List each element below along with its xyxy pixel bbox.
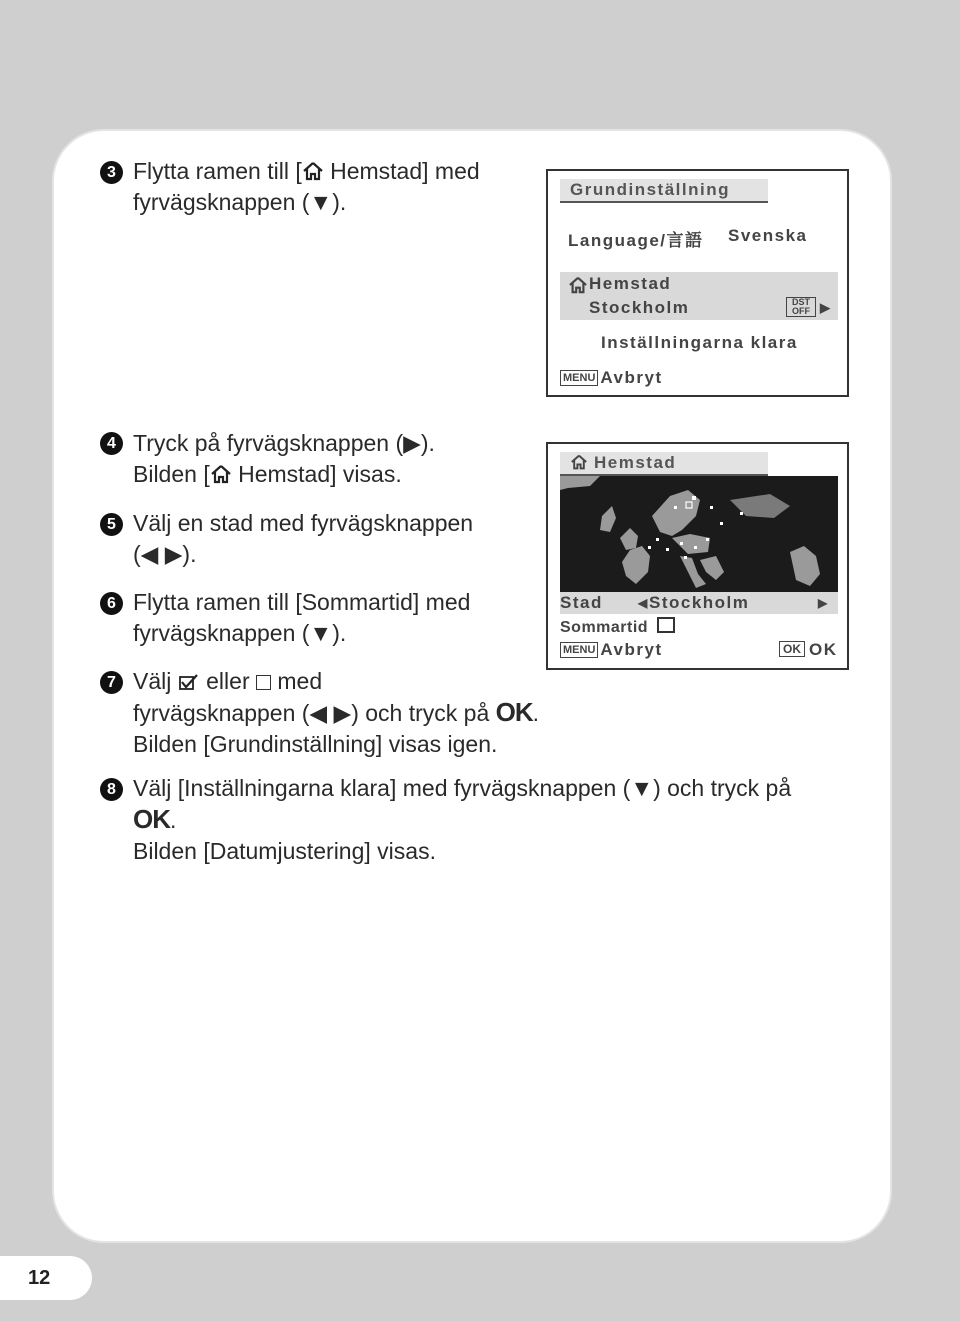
cancel-label: Avbryt <box>600 640 663 659</box>
hometown-tab-label: Hemstad <box>594 453 677 472</box>
cancel-row[interactable] <box>560 368 663 388</box>
ok-label: OK <box>809 640 838 659</box>
arrow-left-icon[interactable]: ◀ <box>638 596 649 610</box>
hometown-screen <box>546 442 849 670</box>
ok-button-symbol: OK <box>495 697 533 727</box>
home-icon <box>568 276 588 294</box>
step-8-period: . <box>170 807 177 833</box>
dst-label: DST <box>792 297 810 307</box>
page-number: 12 <box>0 1256 92 1300</box>
step-7-text <box>133 666 539 760</box>
dst-label: Sommartid <box>560 619 649 636</box>
step-number-3: 3 <box>100 161 123 184</box>
step-number-8: 8 <box>100 778 123 801</box>
home-icon <box>210 464 232 484</box>
step-7-line3: Bilden [Grundinställning] visas igen. <box>133 731 498 757</box>
step-6-line2: fyrvägsknappen (▼). <box>133 620 347 646</box>
step-8-line1: Välj [Inställningarna klara] med fyrvägsknappen (▼) och tryck på <box>133 775 792 801</box>
checkbox-empty-icon <box>256 675 271 690</box>
menu-button-icon: MENU <box>560 642 598 658</box>
arrow-right-icon: ▶ <box>820 300 832 315</box>
menu-button-icon: MENU <box>560 370 598 386</box>
step-3-line2: fyrvägsknappen (▼). <box>133 189 347 215</box>
step-number-7: 7 <box>100 671 123 694</box>
step-5-line2: (◀ ▶). <box>133 541 197 567</box>
arrow-right-icon[interactable]: ▶ <box>818 596 829 610</box>
step-7-period: . <box>532 700 540 726</box>
step-number-5: 5 <box>100 513 123 536</box>
language-label: Language/言語 <box>568 231 704 250</box>
step-3-line1a: Flytta ramen till [ <box>133 158 302 184</box>
cancel-label: Avbryt <box>600 368 663 387</box>
ok-button-icon: OK <box>779 641 805 657</box>
home-city: Stockholm <box>589 298 690 317</box>
step-5-text <box>133 508 473 570</box>
screen-tab-title <box>560 452 768 476</box>
step-4-line2b: Hemstad] visas. <box>231 461 402 487</box>
step-7-line1c: med <box>271 668 323 694</box>
home-icon <box>570 454 588 470</box>
dst-off-icon <box>786 297 816 317</box>
ok-row[interactable] <box>779 640 838 660</box>
home-icon <box>302 161 324 181</box>
step-6-text <box>133 587 470 649</box>
setup-screen <box>546 169 849 397</box>
home-label: Hemstad <box>589 274 672 293</box>
world-map <box>560 476 838 592</box>
step-4-text <box>133 428 435 490</box>
cancel-row[interactable] <box>560 640 663 660</box>
city-label: Stad <box>560 593 603 612</box>
step-number-4: 4 <box>100 432 123 455</box>
dst-row[interactable] <box>560 617 675 637</box>
step-4-line2a: Bilden [ <box>133 461 210 487</box>
europe-map-graphic <box>560 476 838 592</box>
step-3-text <box>133 156 480 218</box>
language-value: Svenska <box>728 226 808 245</box>
step-3-line1b: Hemstad] med <box>323 158 480 184</box>
checkbox-checked-icon <box>178 673 200 691</box>
ok-button-symbol: OK <box>133 804 170 834</box>
step-4-line1: Tryck på fyrvägsknappen (▶). <box>133 430 435 456</box>
dst-state: OFF <box>792 306 810 316</box>
screen-tab-title: Grundinställning <box>560 179 768 203</box>
step-6-line1: Flytta ramen till [Sommartid] med <box>133 589 471 615</box>
settings-done[interactable]: Inställningarna klara <box>601 333 798 352</box>
step-5-line1: Välj en stad med fyrvägsknappen <box>133 510 474 536</box>
step-8-line3: Bilden [Datumjustering] visas. <box>133 838 436 864</box>
city-value: Stockholm <box>649 593 750 612</box>
step-7-line2a: fyrvägsknappen (◀ ▶) och tryck på <box>133 700 496 726</box>
step-number-6: 6 <box>100 592 123 615</box>
step-8-text <box>133 773 791 867</box>
dst-checkbox-icon[interactable] <box>657 617 675 633</box>
step-7-line1a: Välj <box>133 668 178 694</box>
step-7-line1b: eller <box>199 668 256 694</box>
